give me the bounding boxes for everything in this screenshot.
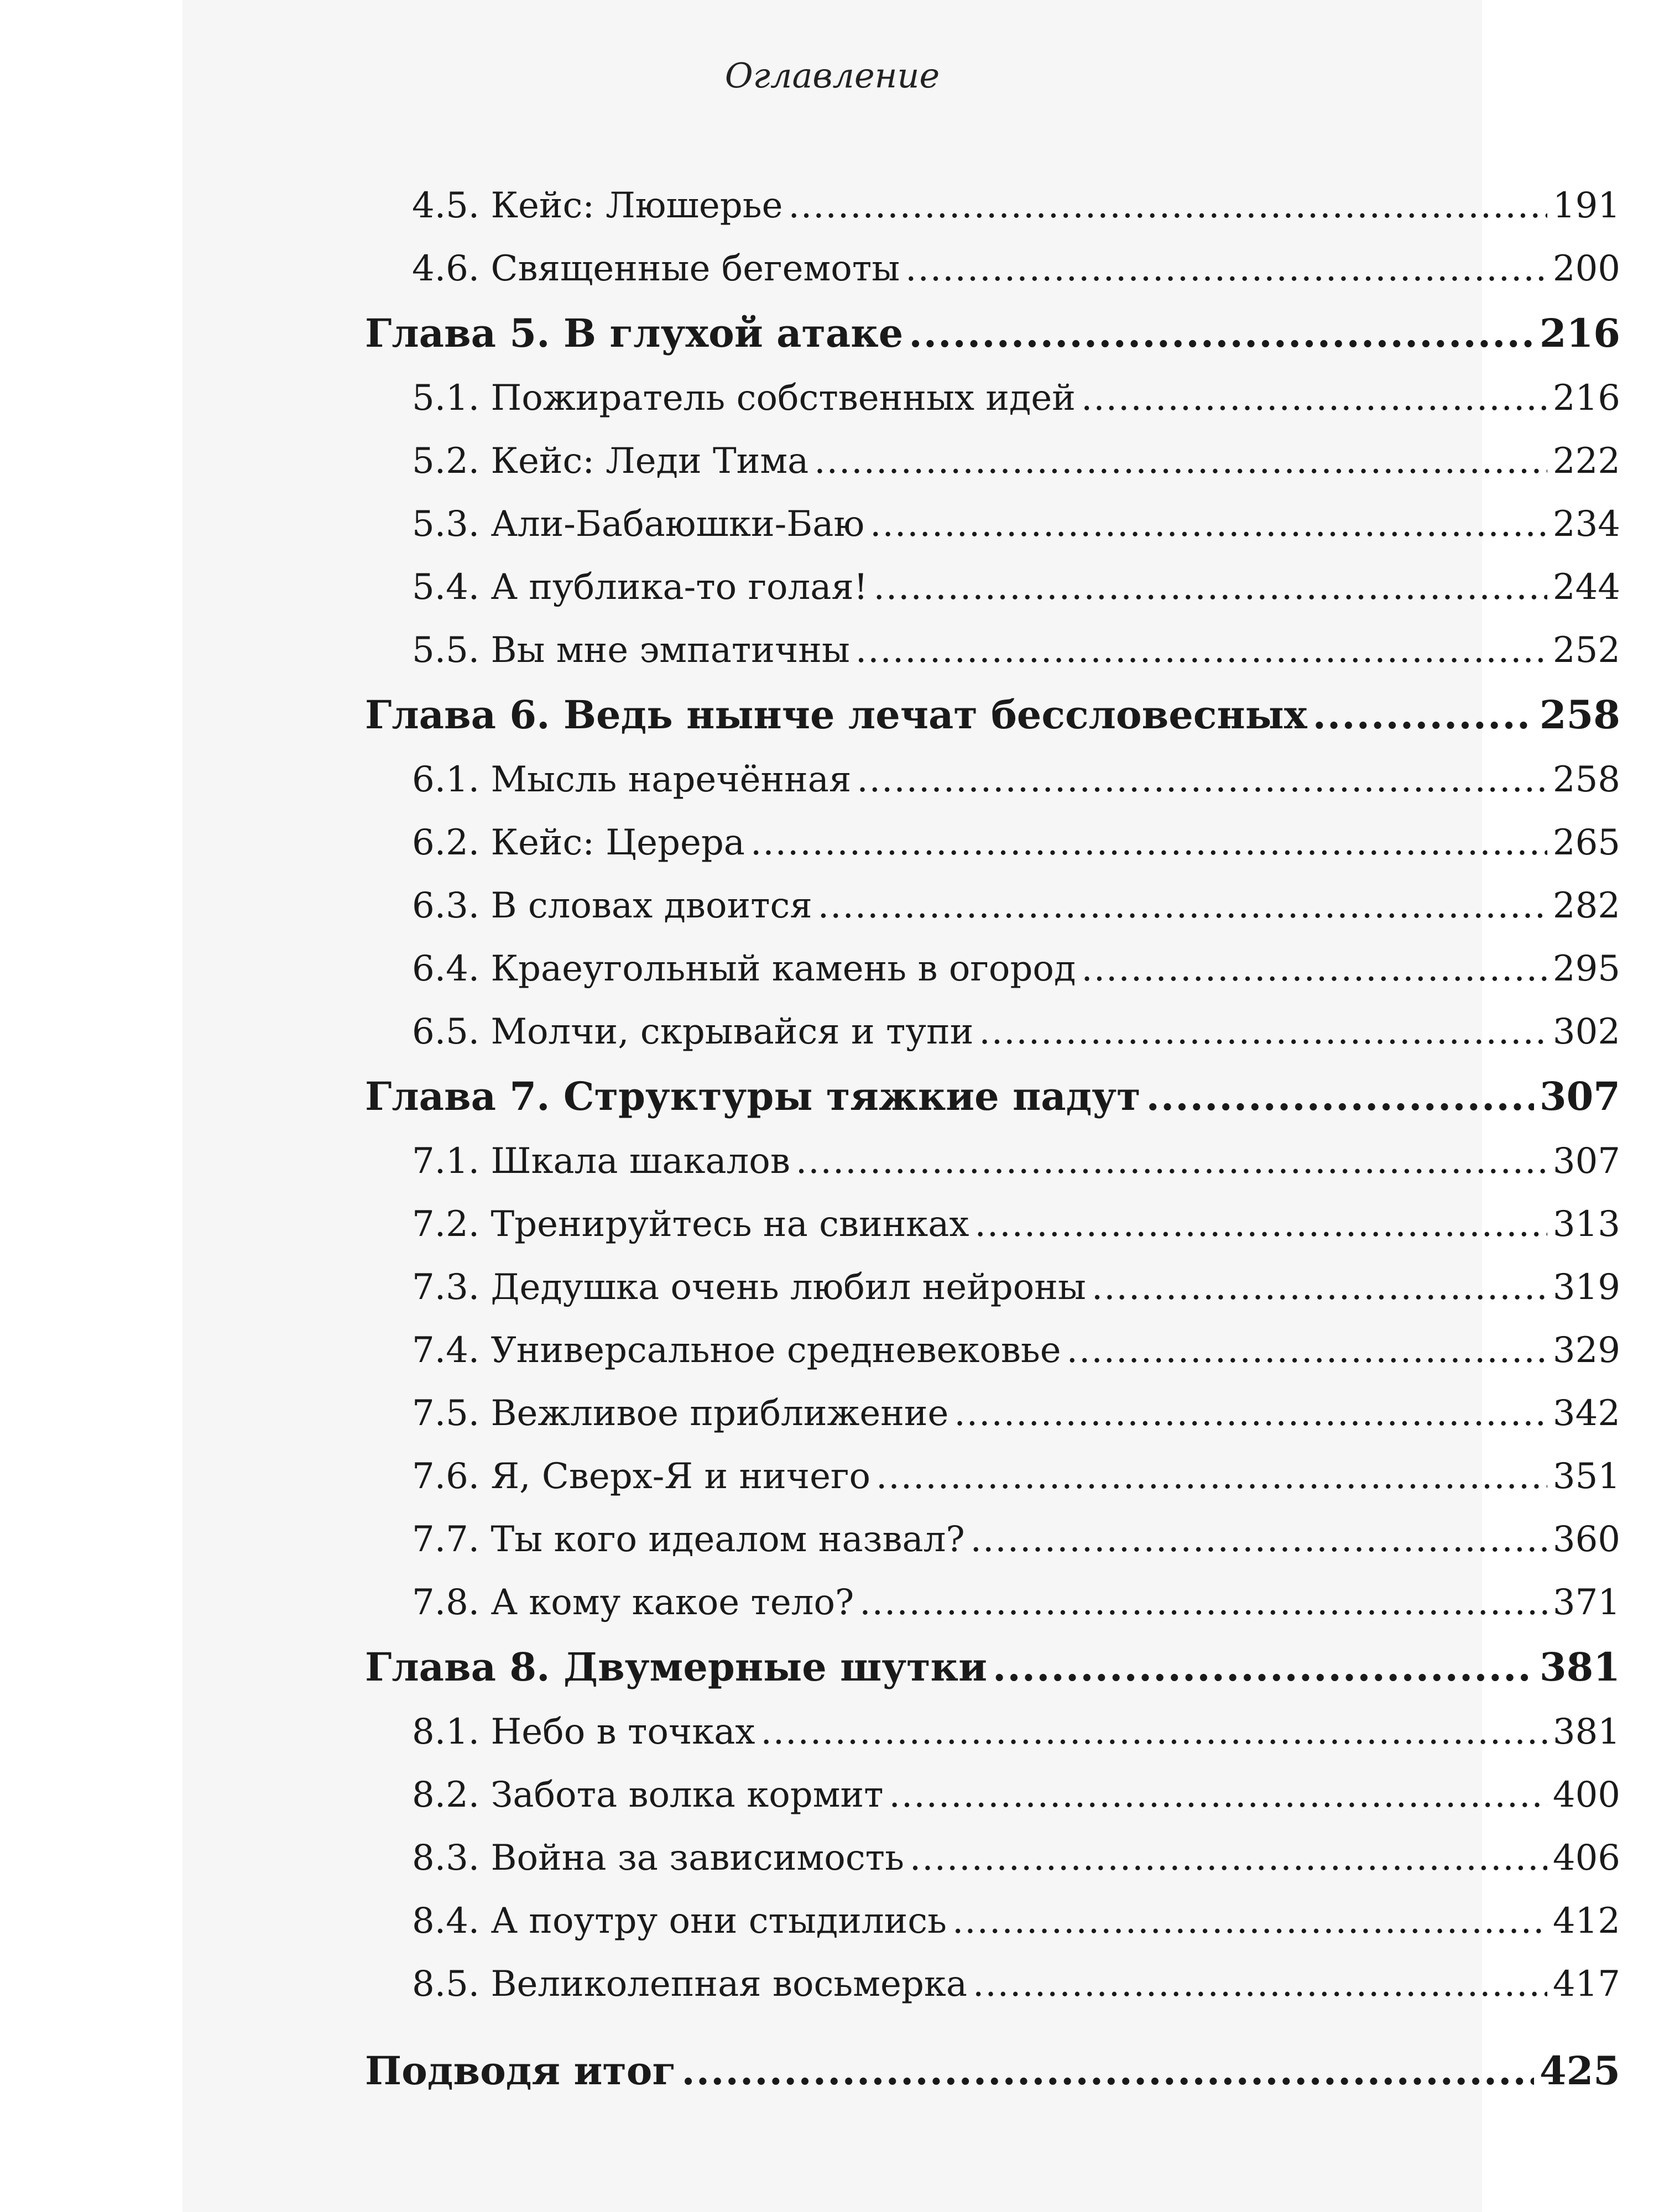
entry-page-number: 412 — [1552, 1901, 1620, 1942]
dot-leader — [971, 1508, 1547, 1571]
entry-title: 7.1. Шкала шакалов — [412, 1141, 790, 1182]
entry-page-number: 295 — [1552, 948, 1620, 989]
toc-section-entry — [412, 1953, 1620, 2016]
toc-section-entry — [412, 1764, 1620, 1827]
entry-page-number: 417 — [1552, 1964, 1620, 2005]
entry-title: 4.5. Кейс: Люшерье — [412, 185, 783, 226]
dot-leader — [952, 1890, 1547, 1953]
dot-leader — [905, 237, 1547, 300]
entry-title: Глава 7. Структуры тяжкие падут — [365, 1073, 1141, 1119]
entry-page-number: 216 — [1552, 378, 1620, 419]
entry-page-number: 313 — [1552, 1204, 1620, 1245]
entry-title: 7.4. Универсальное средневековье — [412, 1330, 1061, 1371]
entry-page-number: 234 — [1552, 504, 1620, 545]
entry-page-number: 222 — [1552, 441, 1620, 482]
dot-leader — [814, 430, 1547, 493]
dot-leader — [954, 1382, 1547, 1445]
entry-title: 8.2. Забота волка кормит — [412, 1775, 884, 1815]
entry-page-number: 307 — [1539, 1073, 1620, 1119]
entry-page-number: 244 — [1552, 567, 1620, 608]
entry-title: 5.3. Али-Бабаюшки-Баю — [412, 504, 865, 545]
entry-page-number: 258 — [1552, 759, 1620, 800]
entry-page-number: 200 — [1552, 248, 1620, 289]
toc-section-entry — [412, 874, 1620, 937]
toc-chapter-entry — [365, 1634, 1620, 1700]
toc-section-entry — [412, 1382, 1620, 1445]
entry-page-number: 381 — [1552, 1712, 1620, 1752]
dot-leader — [975, 1193, 1547, 1256]
running-header: Оглавление — [724, 55, 940, 96]
dot-leader — [1081, 367, 1547, 430]
dot-leader — [1067, 1319, 1547, 1382]
toc-section-entry — [412, 1571, 1620, 1634]
toc-chapter-entry — [365, 2038, 1620, 2104]
entry-title: 5.5. Вы мне эмпатичны — [412, 630, 850, 671]
entry-title: Глава 8. Двумерные шутки — [365, 1644, 988, 1690]
dot-leader — [788, 174, 1547, 237]
dot-leader — [1081, 937, 1547, 1000]
entry-title: 5.4. А публика-то голая! — [412, 567, 868, 608]
entry-page-number: 351 — [1552, 1456, 1620, 1497]
entry-title: 7.8. А кому какое тело? — [412, 1582, 854, 1623]
dot-leader — [796, 1130, 1547, 1193]
entry-page-number: 360 — [1552, 1519, 1620, 1560]
toc-chapter-entry — [365, 682, 1620, 748]
entry-title: 7.6. Я, Сверх-Я и ничего — [412, 1456, 870, 1497]
toc-section-entry — [412, 1256, 1620, 1319]
book-page — [182, 0, 1620, 2212]
entry-title: Подводя итог — [365, 2048, 676, 2094]
entry-page-number: 302 — [1552, 1011, 1620, 1052]
entry-title: 7.3. Дедушка очень любил нейроны — [412, 1267, 1086, 1308]
toc-section-entry — [412, 493, 1620, 556]
dot-leader — [910, 1827, 1547, 1890]
toc-section-entry — [412, 1000, 1620, 1063]
dot-leader — [1313, 682, 1534, 748]
dot-leader — [818, 874, 1547, 937]
entry-page-number: 381 — [1539, 1644, 1620, 1690]
entry-title: 6.1. Мысль наречённая — [412, 759, 852, 800]
dot-leader — [750, 811, 1547, 874]
entry-page-number: 216 — [1539, 310, 1620, 356]
toc-section-entry — [412, 1193, 1620, 1256]
entry-title: 6.3. В словах двоится — [412, 885, 812, 926]
dot-leader — [993, 1634, 1534, 1700]
toc-section-entry — [412, 174, 1620, 237]
entry-page-number: 406 — [1552, 1838, 1620, 1879]
toc-section-entry — [412, 1445, 1620, 1508]
toc-chapter-entry — [365, 1063, 1620, 1130]
dot-leader — [1092, 1256, 1547, 1319]
dot-leader — [1146, 1063, 1534, 1130]
entry-page-number: 342 — [1552, 1393, 1620, 1434]
entry-title: 6.2. Кейс: Церера — [412, 822, 745, 863]
toc-section-entry — [412, 367, 1620, 430]
dot-leader — [857, 748, 1547, 811]
entry-page-number: 329 — [1552, 1330, 1620, 1371]
toc-section-entry — [412, 556, 1620, 619]
toc-section-entry — [412, 1700, 1620, 1764]
dot-leader — [909, 300, 1534, 367]
dot-leader — [876, 1445, 1547, 1508]
entry-title: 8.5. Великолепная восьмерка — [412, 1964, 967, 2005]
entry-title: 7.5. Вежливое приближение — [412, 1393, 949, 1434]
entry-title: 5.2. Кейс: Леди Тима — [412, 441, 809, 482]
entry-page-number: 265 — [1552, 822, 1620, 863]
dot-leader — [870, 493, 1547, 556]
toc-section-entry — [412, 811, 1620, 874]
toc-section-entry — [412, 1130, 1620, 1193]
toc-section-entry — [412, 1890, 1620, 1953]
entry-title: 8.3. Война за зависимость — [412, 1838, 904, 1879]
toc-section-entry — [412, 1827, 1620, 1890]
entry-page-number: 400 — [1552, 1775, 1620, 1815]
dot-leader — [681, 2038, 1533, 2104]
entry-title: 6.4. Краеугольный камень в огород — [412, 948, 1076, 989]
toc-section-entry — [412, 237, 1620, 300]
entry-title: 8.4. А поутру они стыдились — [412, 1901, 947, 1942]
entry-title: Глава 6. Ведь нынче лечат бессловесных — [365, 692, 1307, 738]
toc-section-entry — [412, 1319, 1620, 1382]
entry-page-number: 191 — [1552, 185, 1620, 226]
dot-leader — [973, 1953, 1547, 2016]
entry-title: 5.1. Пожиратель собственных идей — [412, 378, 1076, 419]
dot-leader — [859, 1571, 1547, 1634]
entry-page-number: 258 — [1539, 692, 1620, 738]
entry-title: 4.6. Священные бегемоты — [412, 248, 900, 289]
dot-leader — [760, 1700, 1547, 1764]
entry-title: 7.7. Ты кого идеалом назвал? — [412, 1519, 965, 1560]
entry-page-number: 307 — [1552, 1141, 1620, 1182]
entry-page-number: 371 — [1552, 1582, 1620, 1623]
dot-leader — [873, 556, 1547, 619]
toc-chapter-entry — [365, 300, 1620, 367]
toc-section-entry — [412, 619, 1620, 682]
dot-leader — [979, 1000, 1547, 1063]
toc-section-entry — [412, 937, 1620, 1000]
entry-page-number: 319 — [1552, 1267, 1620, 1308]
entry-title: 8.1. Небо в точках — [412, 1712, 755, 1752]
entry-title: 6.5. Молчи, скрывайся и тупи — [412, 1011, 974, 1052]
entry-page-number: 282 — [1552, 885, 1620, 926]
toc-section-entry — [412, 748, 1620, 811]
entry-page-number: 252 — [1552, 630, 1620, 671]
dot-leader — [855, 619, 1547, 682]
table-of-contents — [365, 174, 1620, 2104]
dot-leader — [889, 1764, 1547, 1827]
toc-section-entry — [412, 430, 1620, 493]
entry-title: Глава 5. В глухой атаке — [365, 310, 904, 356]
entry-title: 7.2. Тренируйтесь на свинках — [412, 1204, 969, 1245]
toc-section-entry — [412, 1508, 1620, 1571]
entry-page-number: 425 — [1539, 2048, 1620, 2094]
